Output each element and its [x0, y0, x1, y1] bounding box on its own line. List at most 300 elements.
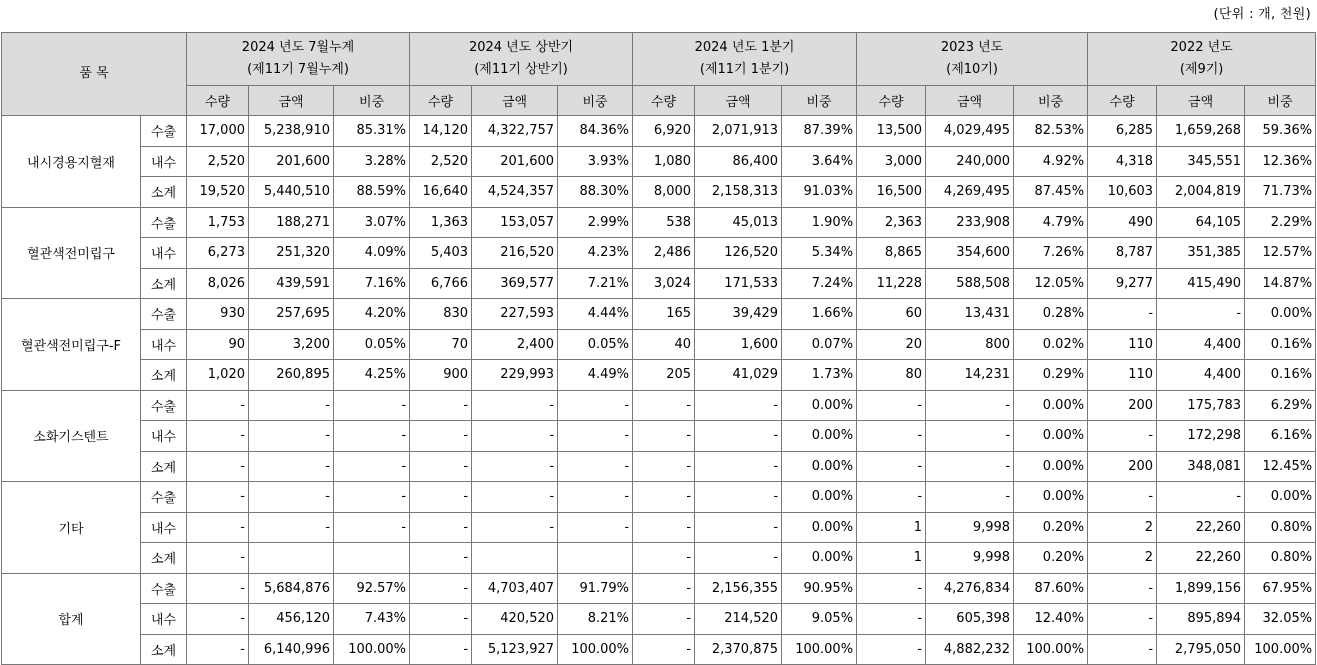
data-cell: -	[558, 512, 633, 543]
period-header: 2022 년도 (제9기)	[1088, 33, 1316, 86]
data-cell: 2,400	[472, 329, 558, 360]
data-cell: 200	[1088, 390, 1157, 421]
data-cell: -	[558, 390, 633, 421]
data-cell: 3.28%	[334, 146, 410, 177]
data-cell: 0.00%	[782, 421, 857, 452]
data-cell: -	[857, 604, 926, 635]
data-cell: 240,000	[926, 146, 1014, 177]
period-header: 2024 년도 상반기 (제11기 상반기)	[410, 33, 633, 86]
data-cell: 229,993	[472, 360, 558, 391]
data-cell: 9,998	[926, 512, 1014, 543]
data-cell: 0.00%	[782, 451, 857, 482]
data-cell: 0.80%	[1245, 512, 1316, 543]
data-cell: 830	[410, 299, 472, 330]
data-cell: 4,400	[1157, 329, 1245, 360]
data-cell: 4.20%	[334, 299, 410, 330]
data-cell: 39,429	[695, 299, 782, 330]
data-cell: -	[410, 451, 472, 482]
product-name: 내시경용지혈재	[2, 116, 141, 208]
data-cell: 14,231	[926, 360, 1014, 391]
data-cell: 4.09%	[334, 238, 410, 269]
data-cell: 0.20%	[1014, 512, 1088, 543]
data-cell: 420,520	[472, 604, 558, 635]
data-cell: 201,600	[249, 146, 334, 177]
data-cell: 1.90%	[782, 207, 857, 238]
data-cell: 175,783	[1157, 390, 1245, 421]
header-row-subcols	[2, 86, 1316, 116]
table-row	[2, 329, 1316, 360]
data-cell: 1,753	[187, 207, 249, 238]
data-cell: -	[633, 421, 695, 452]
data-cell: 5,684,876	[249, 573, 334, 604]
data-cell: 8,026	[187, 268, 249, 299]
data-cell: 538	[633, 207, 695, 238]
data-cell: 2,363	[857, 207, 926, 238]
data-cell: 0.05%	[334, 329, 410, 360]
data-cell: 4.23%	[558, 238, 633, 269]
row-type: 내수	[141, 604, 187, 635]
data-cell: 6,273	[187, 238, 249, 269]
data-cell: -	[1157, 299, 1245, 330]
data-cell: 3,200	[249, 329, 334, 360]
subcol-header: 수량	[410, 86, 472, 116]
data-cell: -	[187, 512, 249, 543]
data-cell: 0.05%	[558, 329, 633, 360]
data-cell: -	[1088, 421, 1157, 452]
data-cell: 0.29%	[1014, 360, 1088, 391]
data-cell: 71.73%	[1245, 177, 1316, 208]
data-cell: 0.02%	[1014, 329, 1088, 360]
data-cell: -	[410, 573, 472, 604]
data-cell: 1,020	[187, 360, 249, 391]
data-cell: -	[857, 451, 926, 482]
data-cell: 1.66%	[782, 299, 857, 330]
row-type: 소계	[141, 451, 187, 482]
data-cell: 12.05%	[1014, 268, 1088, 299]
data-cell: -	[410, 482, 472, 513]
data-cell: 348,081	[1157, 451, 1245, 482]
data-cell: 2,520	[187, 146, 249, 177]
data-cell: 60	[857, 299, 926, 330]
data-cell: 205	[633, 360, 695, 391]
data-cell: 7.16%	[334, 268, 410, 299]
data-cell: -	[695, 421, 782, 452]
row-type: 내수	[141, 421, 187, 452]
data-cell: -	[187, 634, 249, 665]
data-cell: 19,520	[187, 177, 249, 208]
item-header: 품 목	[2, 33, 187, 116]
data-cell: 165	[633, 299, 695, 330]
data-cell: 32.05%	[1245, 604, 1316, 635]
data-cell: -	[633, 482, 695, 513]
data-cell: 6.29%	[1245, 390, 1316, 421]
subcol-header: 금액	[249, 86, 334, 116]
data-cell: -	[926, 482, 1014, 513]
subcol-header: 금액	[695, 86, 782, 116]
data-cell: 2	[1088, 512, 1157, 543]
data-cell: 2,486	[633, 238, 695, 269]
product-name: 기타	[2, 482, 141, 574]
data-cell: -	[857, 634, 926, 665]
data-cell: 895,894	[1157, 604, 1245, 635]
data-cell: -	[187, 482, 249, 513]
data-cell: 4,400	[1157, 360, 1245, 391]
data-cell: -	[558, 482, 633, 513]
data-cell: -	[334, 390, 410, 421]
data-cell: 86,400	[695, 146, 782, 177]
data-cell: -	[695, 451, 782, 482]
data-cell: 0.00%	[1014, 482, 1088, 513]
product-name: 소화기스텐트	[2, 390, 141, 482]
row-type: 내수	[141, 329, 187, 360]
data-cell: -	[857, 482, 926, 513]
data-cell: 188,271	[249, 207, 334, 238]
data-cell: -	[249, 390, 334, 421]
data-cell: -	[410, 634, 472, 665]
row-type: 소계	[141, 268, 187, 299]
table-row	[2, 207, 1316, 238]
data-cell: 90.95%	[782, 573, 857, 604]
row-type: 내수	[141, 512, 187, 543]
data-cell: 4.49%	[558, 360, 633, 391]
data-cell: 5,440,510	[249, 177, 334, 208]
table-row	[2, 421, 1316, 452]
data-cell: 227,593	[472, 299, 558, 330]
data-cell: -	[472, 451, 558, 482]
data-cell: 6,285	[1088, 116, 1157, 147]
data-cell: 110	[1088, 360, 1157, 391]
data-cell: 930	[187, 299, 249, 330]
subcol-header: 수량	[633, 86, 695, 116]
data-cell: 91.79%	[558, 573, 633, 604]
data-cell: -	[249, 512, 334, 543]
row-type: 수출	[141, 299, 187, 330]
data-cell: 4,322,757	[472, 116, 558, 147]
data-cell: 0.16%	[1245, 329, 1316, 360]
product-name: 혈관색전미립구	[2, 207, 141, 299]
data-cell: 6.16%	[1245, 421, 1316, 452]
data-cell: 20	[857, 329, 926, 360]
table-row	[2, 573, 1316, 604]
data-cell: 490	[1088, 207, 1157, 238]
data-cell: 3.64%	[782, 146, 857, 177]
data-cell: 8,787	[1088, 238, 1157, 269]
data-cell: -	[1088, 299, 1157, 330]
data-cell: 87.45%	[1014, 177, 1088, 208]
data-cell: -	[410, 390, 472, 421]
data-cell: 9,277	[1088, 268, 1157, 299]
data-cell: 0.00%	[1014, 390, 1088, 421]
period-header: 2024 년도 1분기 (제11기 1분기)	[633, 33, 857, 86]
data-cell: -	[472, 512, 558, 543]
data-cell	[472, 543, 558, 574]
data-cell: 1.73%	[782, 360, 857, 391]
data-cell: 16,500	[857, 177, 926, 208]
table-row	[2, 299, 1316, 330]
data-cell: 0.00%	[1014, 451, 1088, 482]
data-cell: 2,156,355	[695, 573, 782, 604]
data-cell: 22,260	[1157, 512, 1245, 543]
data-cell: -	[472, 482, 558, 513]
data-cell: 6,766	[410, 268, 472, 299]
data-cell: -	[410, 543, 472, 574]
data-cell: 0.00%	[782, 543, 857, 574]
data-cell: 201,600	[472, 146, 558, 177]
data-cell: -	[334, 451, 410, 482]
data-cell: -	[1088, 482, 1157, 513]
table-row	[2, 238, 1316, 269]
data-cell: 92.57%	[334, 573, 410, 604]
data-cell: -	[695, 543, 782, 574]
data-cell: -	[249, 421, 334, 452]
data-cell: 45,013	[695, 207, 782, 238]
data-cell: -	[187, 543, 249, 574]
data-cell: 5,123,927	[472, 634, 558, 665]
subcol-header: 금액	[472, 86, 558, 116]
row-type: 수출	[141, 207, 187, 238]
data-cell: 588,508	[926, 268, 1014, 299]
data-cell: 5,403	[410, 238, 472, 269]
data-cell: 900	[410, 360, 472, 391]
data-cell: -	[558, 421, 633, 452]
data-cell: 1	[857, 543, 926, 574]
data-cell: 91.03%	[782, 177, 857, 208]
data-cell: -	[249, 451, 334, 482]
data-cell: 4,882,232	[926, 634, 1014, 665]
data-cell	[249, 543, 334, 574]
data-cell: 6,920	[633, 116, 695, 147]
unit-label: (단위 : 개, 천원)	[1213, 7, 1311, 22]
product-name: 합계	[2, 573, 141, 665]
table-row	[2, 634, 1316, 665]
data-cell: -	[1088, 634, 1157, 665]
data-cell: 7.26%	[1014, 238, 1088, 269]
table-row	[2, 360, 1316, 391]
data-cell: -	[1157, 482, 1245, 513]
data-cell: 9,998	[926, 543, 1014, 574]
data-cell: 100.00%	[1014, 634, 1088, 665]
data-cell: -	[633, 390, 695, 421]
data-cell: -	[695, 482, 782, 513]
data-cell: -	[633, 634, 695, 665]
data-cell: 4,318	[1088, 146, 1157, 177]
table-row	[2, 604, 1316, 635]
data-cell: 4.25%	[334, 360, 410, 391]
data-cell: 2,071,913	[695, 116, 782, 147]
table-row	[2, 116, 1316, 147]
subcol-header: 금액	[926, 86, 1014, 116]
data-cell: 172,298	[1157, 421, 1245, 452]
table-row	[2, 482, 1316, 513]
data-cell: -	[187, 451, 249, 482]
data-cell: 4,276,834	[926, 573, 1014, 604]
data-cell: 100.00%	[782, 634, 857, 665]
data-cell: -	[187, 604, 249, 635]
data-cell: 0.00%	[1245, 482, 1316, 513]
data-cell: 13,500	[857, 116, 926, 147]
data-cell: 9.05%	[782, 604, 857, 635]
data-cell: 88.59%	[334, 177, 410, 208]
data-cell: 6,140,996	[249, 634, 334, 665]
data-cell: 1	[857, 512, 926, 543]
data-cell: 70	[410, 329, 472, 360]
data-cell: 90	[187, 329, 249, 360]
data-cell: 12.45%	[1245, 451, 1316, 482]
data-cell: 351,385	[1157, 238, 1245, 269]
data-cell: 10,603	[1088, 177, 1157, 208]
data-cell: 1,659,268	[1157, 116, 1245, 147]
data-cell: 110	[1088, 329, 1157, 360]
period-header: 2024 년도 7월누계 (제11기 7월누계)	[187, 33, 410, 86]
data-cell: 2,370,875	[695, 634, 782, 665]
data-cell: 214,520	[695, 604, 782, 635]
table-row	[2, 543, 1316, 574]
data-cell: -	[187, 573, 249, 604]
data-cell: -	[857, 421, 926, 452]
subcol-header: 비중	[782, 86, 857, 116]
data-cell: 67.95%	[1245, 573, 1316, 604]
data-cell: 3.07%	[334, 207, 410, 238]
data-cell: 80	[857, 360, 926, 391]
data-cell: 59.36%	[1245, 116, 1316, 147]
data-cell: 1,600	[695, 329, 782, 360]
data-cell: 7.24%	[782, 268, 857, 299]
data-cell: -	[633, 543, 695, 574]
data-cell: 153,057	[472, 207, 558, 238]
table-row	[2, 146, 1316, 177]
data-cell: 0.16%	[1245, 360, 1316, 391]
data-cell: -	[472, 421, 558, 452]
data-cell: 2.99%	[558, 207, 633, 238]
data-cell: 12.36%	[1245, 146, 1316, 177]
data-cell: -	[926, 451, 1014, 482]
data-cell: 126,520	[695, 238, 782, 269]
data-cell: 439,591	[249, 268, 334, 299]
data-cell: -	[1088, 604, 1157, 635]
data-cell: -	[410, 604, 472, 635]
data-cell: -	[633, 512, 695, 543]
data-cell: 12.40%	[1014, 604, 1088, 635]
data-cell: 7.21%	[558, 268, 633, 299]
data-cell: 0.07%	[782, 329, 857, 360]
data-cell: -	[334, 512, 410, 543]
header-row-periods	[2, 33, 1316, 86]
data-cell: -	[695, 390, 782, 421]
data-cell: -	[410, 512, 472, 543]
data-cell: 4.92%	[1014, 146, 1088, 177]
row-type: 내수	[141, 146, 187, 177]
data-cell: 605,398	[926, 604, 1014, 635]
data-cell: 7.43%	[334, 604, 410, 635]
data-cell: 22,260	[1157, 543, 1245, 574]
data-cell: 8,000	[633, 177, 695, 208]
data-cell: -	[249, 482, 334, 513]
row-type: 수출	[141, 573, 187, 604]
subcol-header: 수량	[1088, 86, 1157, 116]
subcol-header: 비중	[1245, 86, 1316, 116]
table-row	[2, 390, 1316, 421]
data-cell: 0.00%	[782, 482, 857, 513]
row-type: 수출	[141, 482, 187, 513]
data-cell: -	[633, 451, 695, 482]
data-cell: -	[334, 482, 410, 513]
data-cell: -	[558, 451, 633, 482]
data-cell: 2.29%	[1245, 207, 1316, 238]
data-cell: 64,105	[1157, 207, 1245, 238]
data-cell: 2	[1088, 543, 1157, 574]
row-type: 수출	[141, 116, 187, 147]
data-cell: 354,600	[926, 238, 1014, 269]
data-cell: 17,000	[187, 116, 249, 147]
data-cell: 0.20%	[1014, 543, 1088, 574]
data-cell: 257,695	[249, 299, 334, 330]
data-cell: -	[472, 390, 558, 421]
data-cell: 100.00%	[1245, 634, 1316, 665]
data-cell: 11,228	[857, 268, 926, 299]
data-cell: 2,004,819	[1157, 177, 1245, 208]
row-type: 소계	[141, 360, 187, 391]
subcol-header: 수량	[857, 86, 926, 116]
data-cell: 14.87%	[1245, 268, 1316, 299]
data-cell: -	[410, 421, 472, 452]
data-cell: 5,238,910	[249, 116, 334, 147]
product-name: 혈관색전미립구-F	[2, 299, 141, 391]
data-cell: 100.00%	[558, 634, 633, 665]
data-cell: -	[926, 421, 1014, 452]
data-cell: 4.44%	[558, 299, 633, 330]
data-cell: 0.00%	[1014, 421, 1088, 452]
data-cell: -	[187, 421, 249, 452]
data-cell: 12.57%	[1245, 238, 1316, 269]
row-type: 내수	[141, 238, 187, 269]
data-cell: 1,899,156	[1157, 573, 1245, 604]
data-cell: -	[857, 573, 926, 604]
data-cell: 5.34%	[782, 238, 857, 269]
data-cell: 85.31%	[334, 116, 410, 147]
data-cell: -	[334, 421, 410, 452]
data-cell: 0.80%	[1245, 543, 1316, 574]
data-cell: 100.00%	[334, 634, 410, 665]
table-row	[2, 268, 1316, 299]
data-cell: 87.60%	[1014, 573, 1088, 604]
row-type: 소계	[141, 543, 187, 574]
row-type: 수출	[141, 390, 187, 421]
data-cell: 3.93%	[558, 146, 633, 177]
data-cell: 4,703,407	[472, 573, 558, 604]
data-cell: 456,120	[249, 604, 334, 635]
subcol-header: 금액	[1157, 86, 1245, 116]
data-cell: 1,080	[633, 146, 695, 177]
data-cell: 0.00%	[782, 390, 857, 421]
data-cell: 13,431	[926, 299, 1014, 330]
data-cell	[558, 543, 633, 574]
data-cell: -	[633, 573, 695, 604]
subcol-header: 비중	[558, 86, 633, 116]
data-cell: 41,029	[695, 360, 782, 391]
data-cell: 8.21%	[558, 604, 633, 635]
data-cell: 0.28%	[1014, 299, 1088, 330]
data-cell: 82.53%	[1014, 116, 1088, 147]
data-cell: 0.00%	[1245, 299, 1316, 330]
data-cell: -	[633, 604, 695, 635]
data-cell: 3,000	[857, 146, 926, 177]
data-cell: -	[1088, 573, 1157, 604]
data-cell: 88.30%	[558, 177, 633, 208]
row-type: 소계	[141, 177, 187, 208]
data-cell: 4,524,357	[472, 177, 558, 208]
data-cell: 87.39%	[782, 116, 857, 147]
data-cell: -	[187, 390, 249, 421]
